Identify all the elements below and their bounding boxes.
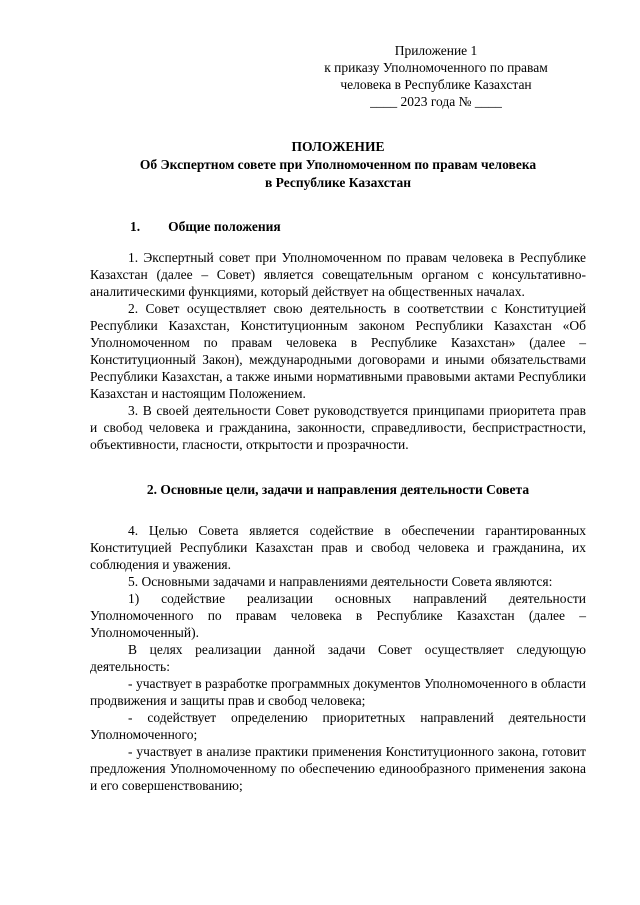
- paragraph: 1. Экспертный совет при Уполномоченном по правам человека в Республике Казахстан (далее – Совет) является совещательным органом с консультативно-аналитическими функциями, который действует на общественных началах.: [90, 250, 586, 299]
- appendix-line: к приказу Уполномоченного по правам: [324, 60, 548, 75]
- paragraph: В целях реализации данной задачи Совет осуществляет следующую деятельность:: [90, 642, 586, 674]
- section-1-heading: [90, 218, 586, 235]
- document-title: [90, 138, 586, 192]
- appendix-note: [286, 42, 586, 110]
- document-title-line: Об Экспертном совете при Уполномоченном по правам человека: [139, 157, 537, 172]
- section-1-heading-label: Общие положения: [168, 219, 281, 234]
- section-1-number: 1.: [130, 219, 141, 234]
- section-2-heading: 2. Основные цели, задачи и направления деятельности Совета: [146, 482, 530, 497]
- paragraph: 5. Основными задачами и направлениями деятельности Совета являются:: [128, 574, 553, 589]
- document-title-line: в Республике Казахстан: [264, 175, 412, 190]
- paragraph: - содействует определению приоритетных направлений деятельности Уполномоченного;: [90, 710, 586, 742]
- appendix-line: человека в Республике Казахстан: [340, 77, 532, 92]
- paragraph: - участвует в анализе практики применения Конституционного закона, готовит предложения Уполномоченному по обеспечению единообразного применения закона и его совершенствованию;: [90, 744, 586, 793]
- document-title-line: ПОЛОЖЕНИЕ: [291, 139, 385, 154]
- appendix-line: ____ 2023 года № ____: [370, 94, 502, 109]
- paragraph: 2. Совет осуществляет свою деятельность в соответствии с Конституцией Республики Казахстан, Конституционным законом Республики Казахстан «Об Уполномоченном по правам человека в Республике Казахстан» (далее – Конституционный Закон), международными договорами и иными обязательствами Республики Казахстан, а также иными нормативными правовыми актами Республики Казахстан и настоящим Положением.: [90, 301, 586, 401]
- paragraph: 1) содействие реализации основных направлений деятельности Уполномоченного по правам человека в Республике Казахстан (далее – Уполномоченный).: [90, 591, 586, 640]
- paragraph: - участвует в разработке программных документов Уполномоченного в области продвижения и защиты прав и свобод человека;: [90, 676, 586, 708]
- paragraph: 3. В своей деятельности Совет руководствуется принципами приоритета прав и свобод человека и гражданина, законности, справедливости, беспристрастности, объективности, гласности, открытости и прозрачности.: [90, 403, 586, 452]
- appendix-line: Приложение 1: [394, 43, 478, 58]
- paragraph: 4. Целью Совета является содействие в обеспечении гарантированных Конституцией Республики Казахстан прав и свобод человека и гражданина, их соблюдения и уважения.: [90, 523, 586, 572]
